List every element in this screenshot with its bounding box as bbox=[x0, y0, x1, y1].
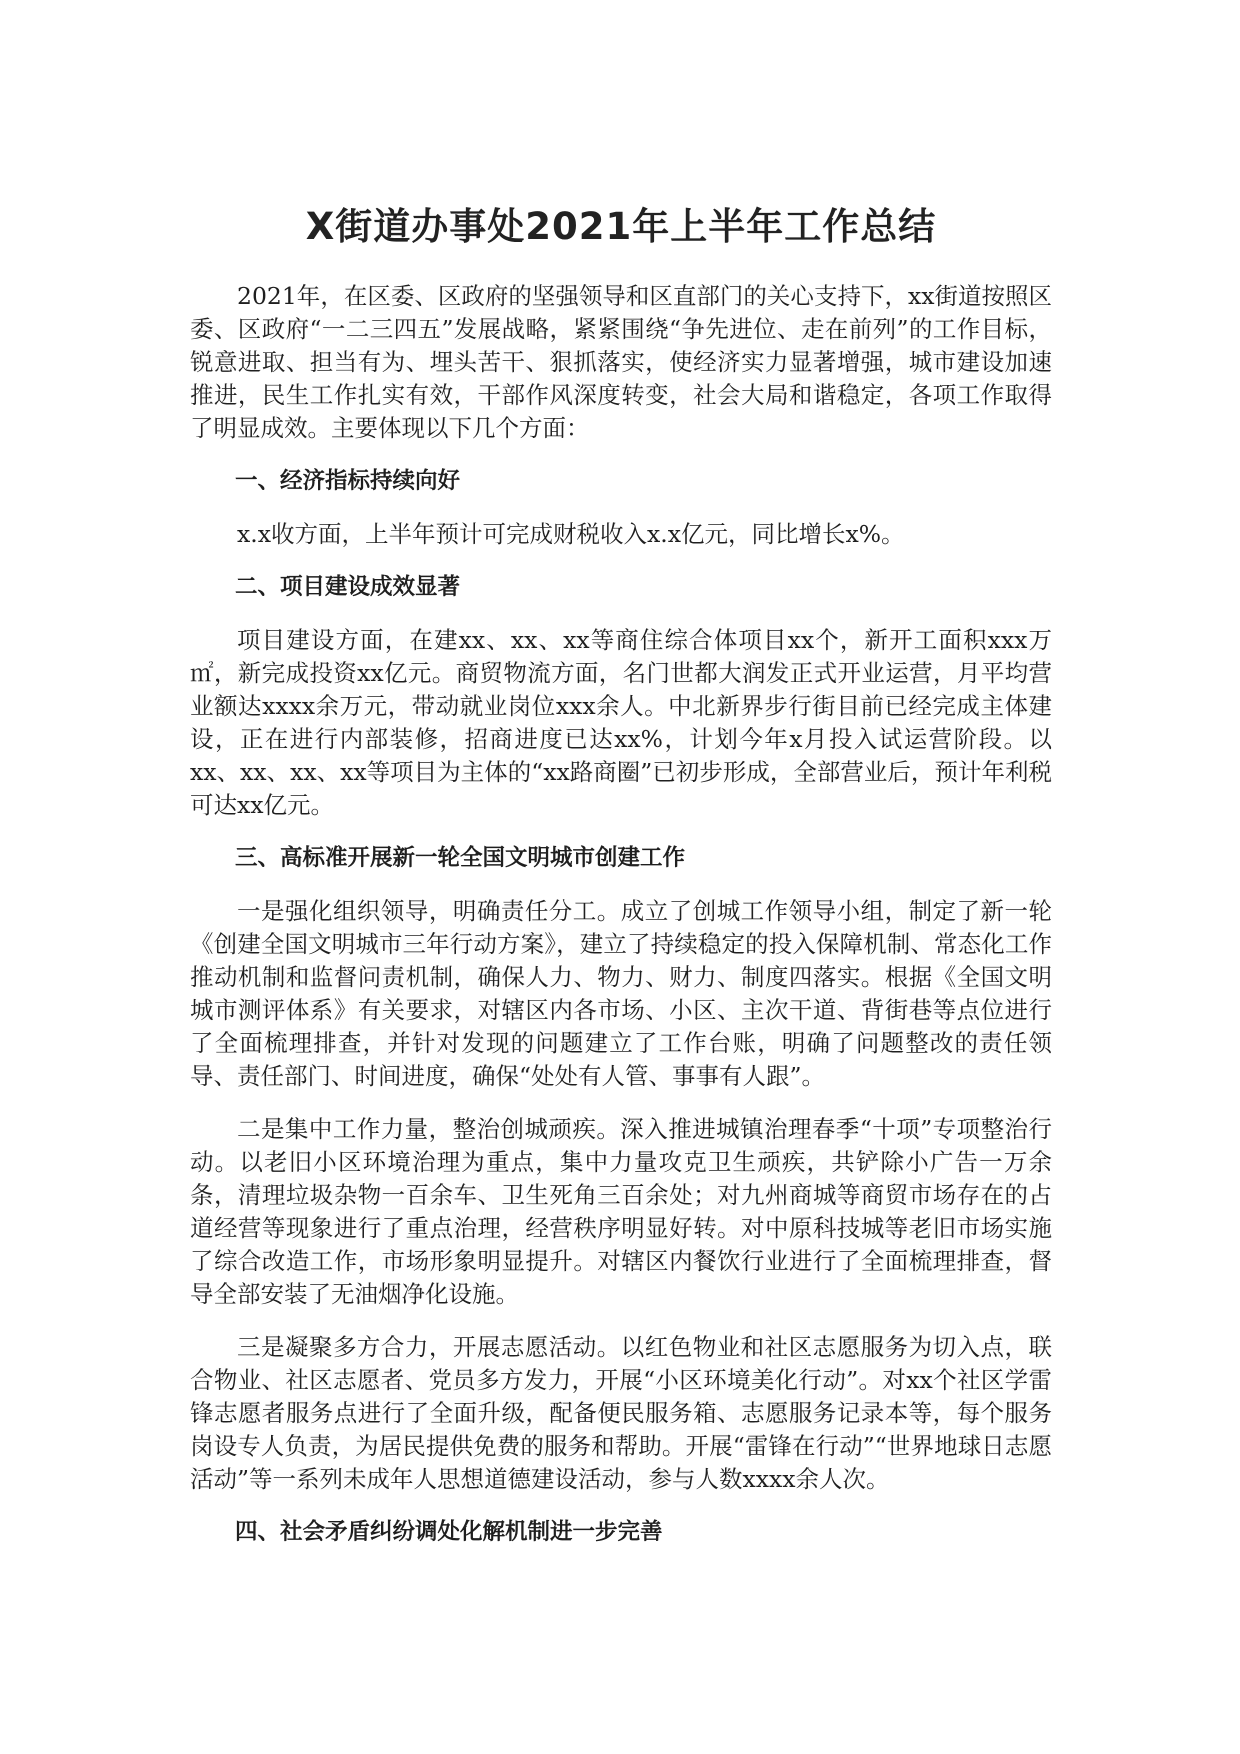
civilized-city-paragraph-3: 三是凝聚多方合力，开展志愿活动。以红色物业和社区志愿服务为切入点，联合物业、社区志愿者、党员多方发力，开展“小区环境美化行动”。对xx个社区学雷锋志愿者服务点进行了全面升级，配备便民服务箱、志愿服务记录本等，每个服务岗设专人负责，为居民提供免费的服务和帮助。开展“雷锋在行动”“世界地球日志愿活动”等一系列未成年人思想道德建设活动，参与人数xxxx余人次。 bbox=[190, 1333, 1052, 1493]
section-heading-dispute-resolution: 四、社会矛盾纠纷调处化解机制进一步完善 bbox=[235, 1519, 663, 1545]
document-title: X街道办事处2021年上半年工作总结 bbox=[305, 205, 937, 248]
civilized-city-paragraph-2: 二是集中工作力量，整治创城顽疾。深入推进城镇治理春季“十项”专项整治行动。以老旧小区环境治理为重点，集中力量攻克卫生顽疾，共铲除小广告一万余条，清理垃圾杂物一百余车、卫生死角三百余处；对九州商城等商贸市场存在的占道经营等现象进行了重点治理，经营秩序明显好转。对中原科技城等老旧市场实施了综合改造工作，市场形象明显提升。对辖区内餐饮行业进行了全面梳理排查，督导全部安装了无油烟净化设施。 bbox=[190, 1115, 1052, 1308]
civilized-city-paragraph-1: 一是强化组织领导，明确责任分工。成立了创城工作领导小组，制定了新一轮《创建全国文明城市三年行动方案》，建立了持续稳定的投入保障机制、常态化工作推动机制和监督问责机制，确保人力、物力、财力、制度四落实。根据《全国文明城市测评体系》有关要求，对辖区内各市场、小区、主次干道、背街巷等点位进行了全面梳理排查，并针对发现的问题建立了工作台账，明确了问题整改的责任领导、责任部门、时间进度，确保“处处有人管、事事有人跟”。 bbox=[190, 897, 1052, 1090]
section-heading-economy: 一、经济指标持续向好 bbox=[235, 468, 461, 494]
section-heading-civilized-city: 三、高标准开展新一轮全国文明城市创建工作 bbox=[235, 845, 686, 871]
economy-paragraph: x.x收方面，上半年预计可完成财税收入x.x亿元，同比增长x%。 bbox=[237, 520, 905, 548]
section-heading-projects: 二、项目建设成效显著 bbox=[235, 574, 461, 600]
document-body bbox=[190, 200, 1052, 1569]
intro-paragraph: 2021年，在区委、区政府的坚强领导和区直部门的关心支持下，xx街道按照区委、区政府“一二三四五”发展战略，紧紧围绕“争先进位、走在前列”的工作目标，锐意进取、担当有为、埋头苦干、狠抓落实，使经济实力显著增强，城市建设加速推进，民生工作扎实有效，干部作风深度转变，社会大局和谐稳定，各项工作取得了明显成效。主要体现以下几个方面： bbox=[190, 282, 1052, 442]
projects-paragraph: 项目建设方面，在建xx、xx、xx等商住综合体项目xx个，新开工面积xxx万㎡，新完成投资xx亿元。商贸物流方面，名门世都大润发正式开业运营，月平均营业额达xxxx余万元，带动就业岗位xxx余人。中北新界步行街目前已经完成主体建设，正在进行内部装修，招商进度已达xx%，计划今年x月投入试运营阶段。以xx、xx、xx、xx等项目为主体的“xx路商圈”已初步形成，全部营业后，预计年利税可达xx亿元。 bbox=[190, 626, 1052, 819]
